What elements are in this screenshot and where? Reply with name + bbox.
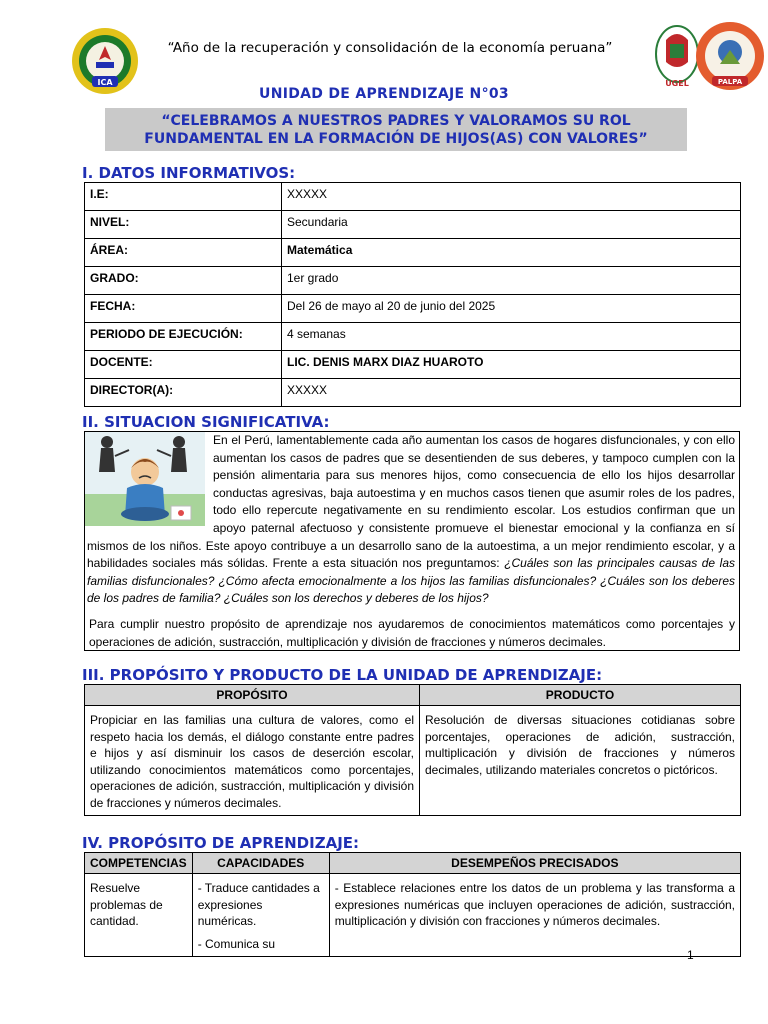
palpa-logo — [694, 20, 766, 92]
logo-ugel-text: UGEL — [665, 79, 689, 88]
producto-cell: Resolución de diversas situaciones cotidianas sobre porcentajes, operaciones de adición, sustracción, multiplicación y división de fracciones y números decimales, utilizando materiales concretos o pictóricos. — [420, 706, 741, 816]
desempeno-cell: - Establece relaciones entre los datos de un problema y las transforma a expresiones numéricas que incluyen operaciones de adición, sustracción, multiplicación y división con fracciones y números decimales. — [329, 874, 740, 957]
column-header-competencias: COMPETENCIAS — [85, 853, 193, 874]
datos-value: Matemática — [282, 239, 741, 267]
situacion-box — [84, 431, 740, 651]
datos-key: PERIODO DE EJECUCIÓN: — [85, 323, 282, 351]
sad-child-illustration — [85, 432, 205, 526]
capacidad-2: - Comunica su — [197, 936, 276, 951]
table-row — [85, 379, 741, 407]
column-header-proposito: PROPÓSITO — [85, 685, 420, 706]
page-number: 1 — [687, 948, 694, 962]
datos-key: FECHA: — [85, 295, 282, 323]
table-row — [85, 351, 741, 379]
datos-key: DOCENTE: — [85, 351, 282, 379]
section-title-proposito-producto: III. PROPÓSITO Y PRODUCTO DE LA UNIDAD DE APRENDIZAJE: — [82, 666, 603, 684]
column-header-desempenos: DESEMPEÑOS PRECISADOS — [329, 853, 740, 874]
table-row — [85, 267, 741, 295]
datos-key: I.E: — [85, 183, 282, 211]
datos-value: 4 semanas — [282, 323, 741, 351]
motto-text: “Año de la recuperación y consolidación de la economía peruana” — [167, 40, 613, 56]
table-row — [85, 706, 741, 816]
capacidades-cell — [192, 874, 329, 957]
datos-value: LIC. DENIS MARX DIAZ HUAROTO — [282, 351, 741, 379]
datos-table — [84, 182, 741, 407]
table-row — [85, 183, 741, 211]
section-title-aprendizaje: IV. PROPÓSITO DE APRENDIZAJE: — [82, 834, 360, 852]
logo-palpa-text: PALPA — [717, 78, 743, 86]
datos-key: DIRECTOR(A): — [85, 379, 282, 407]
section-title-datos: I. DATOS INFORMATIVOS: — [82, 164, 296, 182]
unit-title: UNIDAD DE APRENDIZAJE N°03 — [259, 86, 509, 102]
banner-line-1: “CELEBRAMOS A NUESTROS PADRES Y VALORAMOS SU ROL — [161, 112, 631, 129]
situacion-text: En el Perú, lamentablemente cada año aumentan los casos de hogares disfuncionales, y con ello aumentan los casos de padres que se desentienden de sus deberes, y tampoco cumplen con la pensión alimentaria para sus menores hijos, como consecuencia de ello los hijos desarrollar conductas agresivas, baja autoestima y en muchos casos tienen que asumir roles de los padres, todo ello repercute negativamente en su rendimiento escolar. Los estudios confirman que un apoyo paternal afectuoso y consistente promueve el bienestar emocional y la confianza en sí mismos de los niños. Este apoyo contribuye a un desarrollo sano de la autoestima, a un mejor rendimiento escolar, y a habilidades sociales más sólidas. Frente a esta situación nos preguntamos: — [87, 433, 735, 571]
datos-value: Del 26 de mayo al 20 de junio del 2025 — [282, 295, 741, 323]
situacion-questions: ¿Cuáles son las principales causas de las familias disfuncionales? ¿Cómo afecta emocionalmente a los hijos las familias disfuncionales? ¿Cuáles son los deberes de los padres de familia? ¿Cuáles son los derechos y deberes de los hijos? — [87, 556, 736, 606]
banner-line-2: FUNDAMENTAL EN LA FORMACIÓN DE HIJOS(AS) CON VALORES” — [144, 130, 648, 147]
unit-banner — [105, 108, 687, 151]
column-header-producto: PRODUCTO — [420, 685, 741, 706]
situacion-paragraph-2: Para cumplir nuestro propósito de aprendizaje nos ayudaremos de conocimientos matemáticos como porcentajes y operaciones de adición, sustracción, multiplicación y división de fracciones y números decimales. — [89, 616, 735, 649]
proposito-cell: Propiciar en las familias una cultura de valores, como el respeto hacia los demás, el diálogo constante entre padres e hijos y así disminuir los casos de deserción escolar, utilizando conocimientos matemáticos como porcentajes, operaciones de adición, sustracción, multiplicación y división de fracciones y números decimales. — [85, 706, 420, 816]
competencia-cell: Resuelve problemas de cantidad. — [85, 874, 193, 957]
table-row — [85, 239, 741, 267]
table-row — [85, 211, 741, 239]
datos-value: XXXXX — [282, 379, 741, 407]
datos-key: ÁREA: — [85, 239, 282, 267]
logo-left-text: ICA — [97, 78, 113, 87]
datos-value: 1er grado — [282, 267, 741, 295]
section-title-situacion: II. SITUACION SIGNIFICATIVA: — [82, 413, 330, 431]
datos-key: NIVEL: — [85, 211, 282, 239]
proposito-producto-table — [84, 684, 741, 816]
table-row — [85, 874, 741, 957]
datos-key: GRADO: — [85, 267, 282, 295]
column-header-capacidades: CAPACIDADES — [192, 853, 329, 874]
aprendizaje-table — [84, 852, 741, 957]
table-row — [85, 295, 741, 323]
table-row — [85, 323, 741, 351]
datos-value: XXXXX — [282, 183, 741, 211]
capacidad-1: - Traduce cantidades a expresiones numéricas. — [197, 881, 320, 928]
datos-value: Secundaria — [282, 211, 741, 239]
table-header-row — [85, 685, 741, 706]
table-header-row — [85, 853, 741, 874]
